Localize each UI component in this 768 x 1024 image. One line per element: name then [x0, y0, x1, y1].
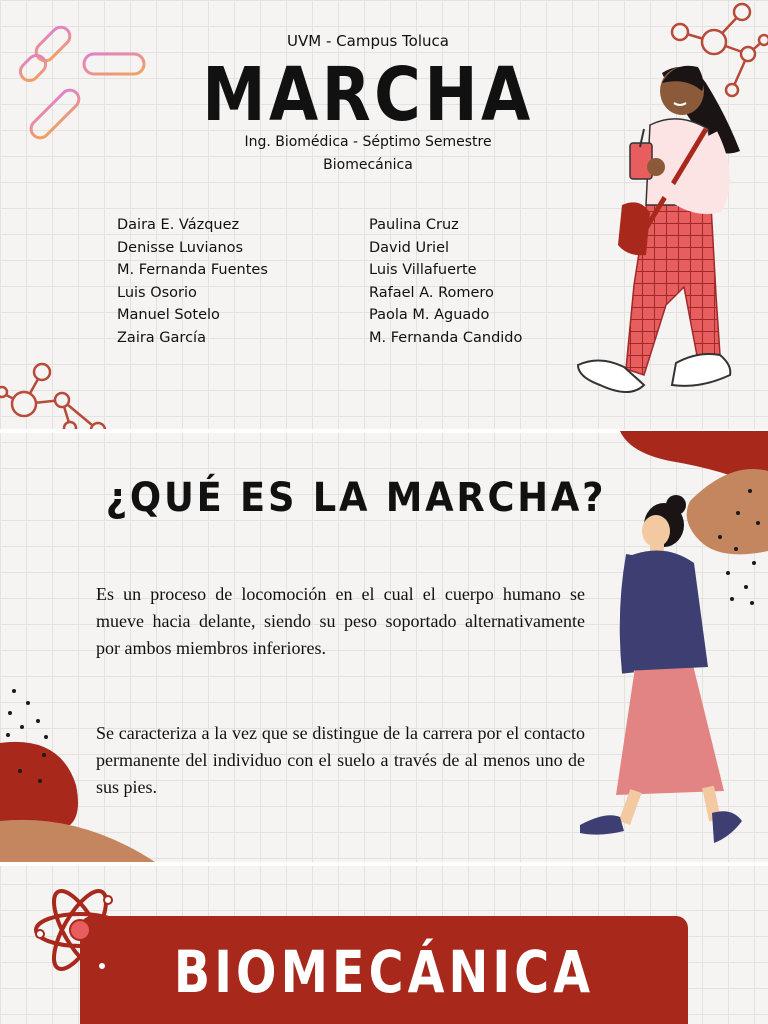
team-list-right — [369, 214, 522, 349]
banner-title: BIOMECÁNICA — [173, 938, 595, 1006]
team-member: Paulina Cruz — [369, 217, 459, 233]
page-title: MARCHA — [202, 52, 534, 138]
team-member: Manuel Sotelo — [117, 307, 220, 323]
campus-label: UVM - Campus Toluca — [287, 32, 449, 50]
team-member: Luis Osorio — [117, 284, 197, 301]
definition-paragraph: Es un proceso de locomoción en el cual el cuerpo humano se mueve hacia delante, siendo su peso soportado alternativamente por ambos miembros inferiores. — [96, 584, 585, 658]
slide-cover — [0, 0, 768, 431]
molecule-icon — [0, 356, 110, 431]
team-list-left — [117, 214, 268, 349]
walking-woman-illustration — [570, 55, 748, 410]
section-title: ¿QUÉ ES LA MARCHA? — [105, 475, 607, 521]
team-member: Rafael A. Romero — [369, 284, 494, 301]
characteristics-paragraph: Se caracteriza a la vez que se distingue de la carrera por el contacto permanente del individuo con el suelo a través de al menos uno de sus pies. — [96, 723, 585, 797]
slide-definition — [0, 431, 768, 862]
team-member: Paola M. Aguado — [369, 307, 490, 323]
team-member: Zaira García — [117, 329, 206, 346]
team-member: David Uriel — [369, 239, 450, 256]
team-member: M. Fernanda Fuentes — [117, 262, 268, 278]
team-member: Luis Villafuerte — [369, 262, 477, 278]
team-member: Denisse Luvianos — [117, 239, 244, 256]
program-label: Ing. Biomédica - Séptimo Semestre — [244, 134, 492, 150]
slide-biomechanics — [0, 866, 768, 1024]
walking-woman-illustration — [576, 491, 746, 846]
team-member: Daira E. Vázquez — [117, 217, 240, 233]
course-label: Biomecánica — [323, 157, 413, 173]
team-member: M. Fernanda Candido — [369, 329, 523, 346]
atom-icon — [30, 880, 130, 980]
